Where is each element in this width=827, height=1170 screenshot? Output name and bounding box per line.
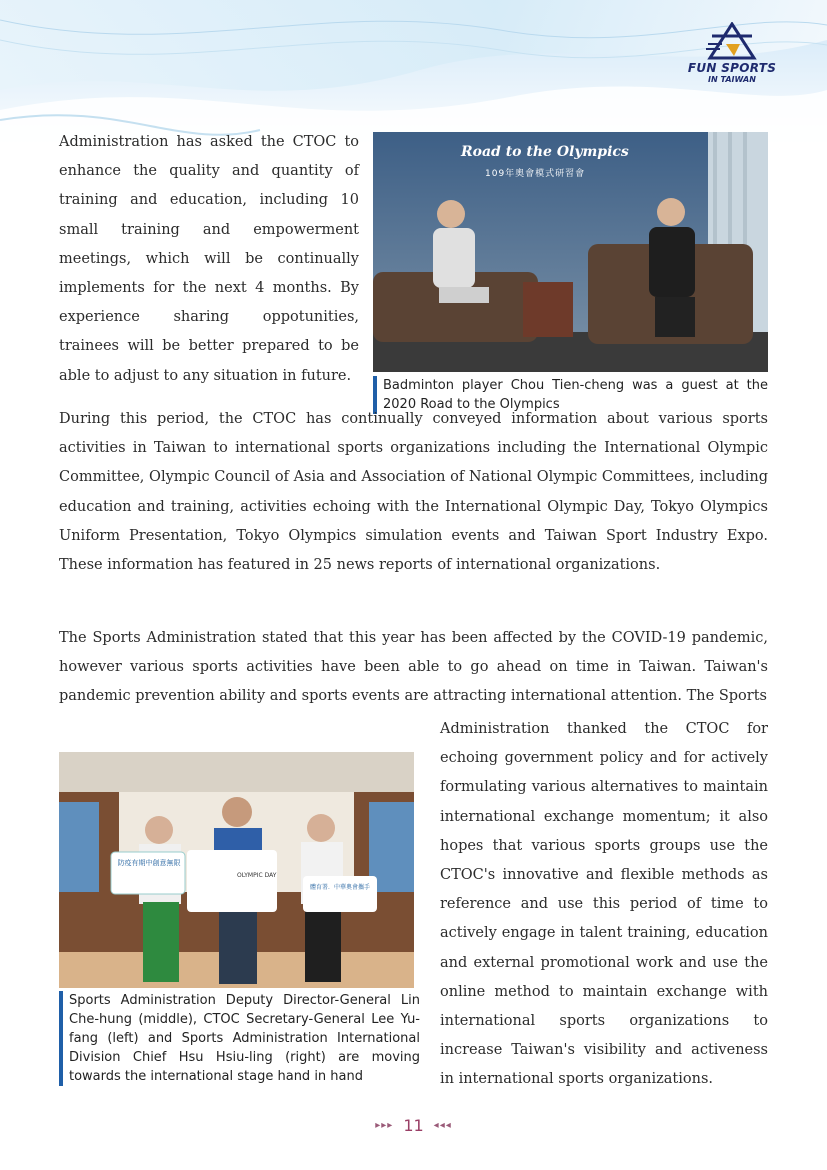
- photo-chou-tien-cheng: [373, 132, 768, 372]
- runner-logo-icon: [704, 22, 760, 62]
- photo-officials-olympic-day: [59, 752, 414, 988]
- photo1-banner-title: Road to the Olympics: [461, 144, 629, 160]
- fun-sports-logo: [682, 22, 782, 92]
- photo1-banner-subtitle: 109年奧會模式研習會: [485, 169, 586, 179]
- page-number-footer: [360, 1114, 467, 1136]
- paragraph-4: Administration thanked the CTOC for echoing government policy and for actively formulating various alternatives to maintain international exchange momentum; it also hopes that various sports groups use the CTOC's innovative and flexible methods as reference and use this period of time to actively engage in talent training, education and external promotional work and use the online method to maintain exchange with international sports organizations to increase Taiwan's visibility and activeness in international sports organizations.: [440, 721, 768, 1088]
- right-arrows-icon: ◂◂◂: [433, 1119, 452, 1131]
- page-number: 11: [403, 1115, 424, 1135]
- photo2-sign-left: 防疫有期中創意無限: [117, 859, 181, 867]
- photo2-illustration: [59, 752, 414, 988]
- paragraph-2: [59, 405, 768, 580]
- photo1-caption: Badminton player Chou Tien-cheng was a guest at the 2020 Road to the Olympics: [373, 376, 768, 414]
- left-arrows-icon: ▸▸▸: [375, 1119, 394, 1131]
- photo2-sign-center: OLYMPIC DAY: [237, 872, 277, 879]
- photo2-caption: Sports Administration Deputy Director-General Lin Che-hung (middle), CTOC Secretary-General Lee Yu-fang (left) and Sports Administration International Division Chief Hsu Hsiu-ling (right) are moving towards the international stage hand in hand: [59, 991, 420, 1086]
- paragraph-3: The Sports Administration stated that this year has been affected by the COVID-19 pandemic, however various sports activities have been able to go ahead on time in Taiwan. Taiwan's pandemic prevention ability and sports events are attracting international attention. The Sports: [59, 630, 768, 705]
- paragraph-2-text: During this period, the CTOC has continually conveyed information about various sports activities in Taiwan to international sports organizations including the International Olympic Committee, Olympic Council of Asia and Association of National Olympic Committees, including education and training, activities echoing with the International Olympic Day, Tokyo Olympics Uniform Presentation, Tokyo Olympics simulation events and Taiwan Sport Industry Expo. These information has featured in 25 news reports of international organizations.: [59, 411, 768, 574]
- logo-text-line1: FUN SPORTS: [687, 61, 777, 75]
- logo-text-line2: IN TAIWAN: [708, 75, 756, 84]
- photo2-sign-right: 體育署．中華奧會攜手: [309, 884, 370, 891]
- paragraph-1: Administration has asked the CTOC to enhance the quality and quantity of training and education, including 10 small training and empowerment meetings, which will be continually implements for the next 4 months. By experience sharing oppotunities, trainees will be better prepared to be able to adjust to any situation in future.: [59, 134, 359, 384]
